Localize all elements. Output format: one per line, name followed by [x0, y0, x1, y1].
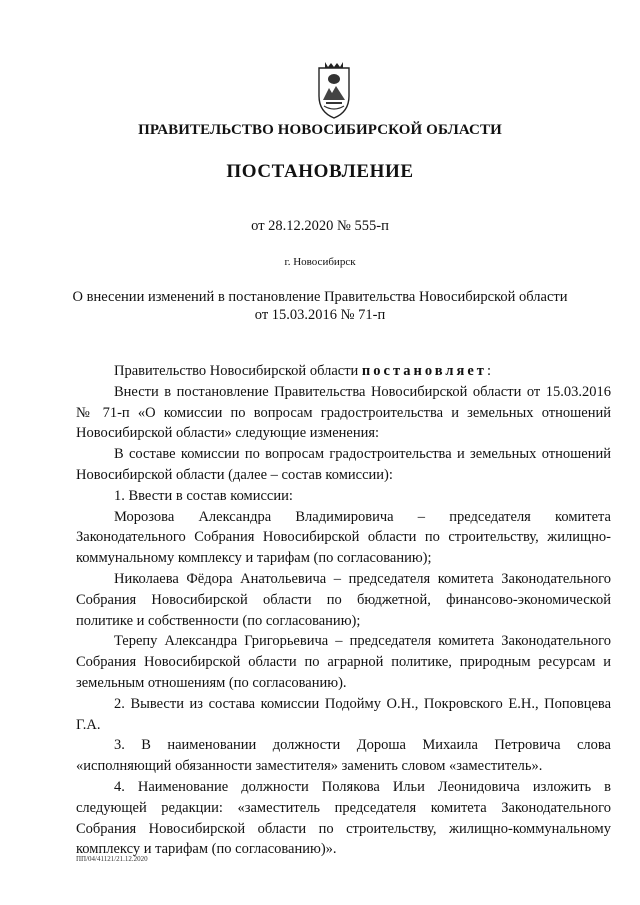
footer-code: ПП/04/41121/21.12.2020	[76, 855, 148, 863]
body-paragraph: 1. Ввести в состав комиссии:	[114, 487, 293, 504]
body-paragraph: Морозова Александра Владимировича – председателя комитета Законодательного Собрания Новосибирской области по строительству, жилищно-коммунальному комплексу и тарифам (по согласованию);	[76, 508, 611, 567]
body-paragraph: 3. В наименовании должности Дороша Михаила Петровича слова «исполняющий обязанности заместителя» заменить словом «заместитель».	[76, 737, 611, 775]
subject-line-1: О внесении изменений в постановление Правительства Новосибирской области	[72, 289, 568, 305]
body-paragraph: Николаева Фёдора Анатольевича – председателя комитета Законодательного Собрания Новосибирской области по бюджетной, финансово-экономической политике и собственности (по согласованию);	[76, 570, 611, 629]
organization-title: ПРАВИТЕЛЬСТВО НОВОСИБИРСКОЙ ОБЛАСТИ	[138, 122, 502, 138]
document-type: ПОСТАНОВЛЕНИЕ	[226, 161, 414, 182]
decree-intro: Правительство Новосибирской области	[114, 363, 359, 379]
body-paragraph: Внести в постановление Правительства Новосибирской области от 15.03.2016 № 71-п «О комиссии по вопросам градостроительства и земельных отношений Новосибирской области» следующие изменения:	[76, 383, 611, 442]
body-paragraph: 4. Наименование должности Полякова Ильи Леонидовича изложить в следующей редакции: «заместитель председателя комитета Законодательного Собрания Новосибирской области по строительству, жилищно-коммунальному комплексу и тарифам (по согласованию)».	[76, 778, 611, 858]
decree-word: постановляет	[361, 363, 487, 379]
city: г. Новосибирск	[284, 256, 356, 268]
subject-line-2: от 15.03.2016 № 71-п	[254, 307, 386, 323]
body-paragraph: В составе комиссии по вопросам градостроительства и земельных отношений Новосибирской области (далее – состав комиссии):	[76, 446, 611, 483]
body-paragraph: 2. Вывести из состава комиссии Подойму О.Н., Покровского Е.Н., Поповцева Г.А.	[76, 695, 611, 733]
decree-paragraph	[76, 361, 611, 382]
document-body	[76, 361, 611, 860]
coat-of-arms-icon	[316, 60, 352, 120]
decree-colon: :	[486, 363, 491, 379]
document-number: от 28.12.2020 № 555-п	[251, 218, 389, 234]
subject	[0, 288, 640, 324]
body-paragraph: Терепу Александра Григорьевича – председателя комитета Законодательного Собрания Новосибирской области по аграрной политике, природным ресурсам и земельным отношениям (по согласованию).	[76, 633, 611, 691]
